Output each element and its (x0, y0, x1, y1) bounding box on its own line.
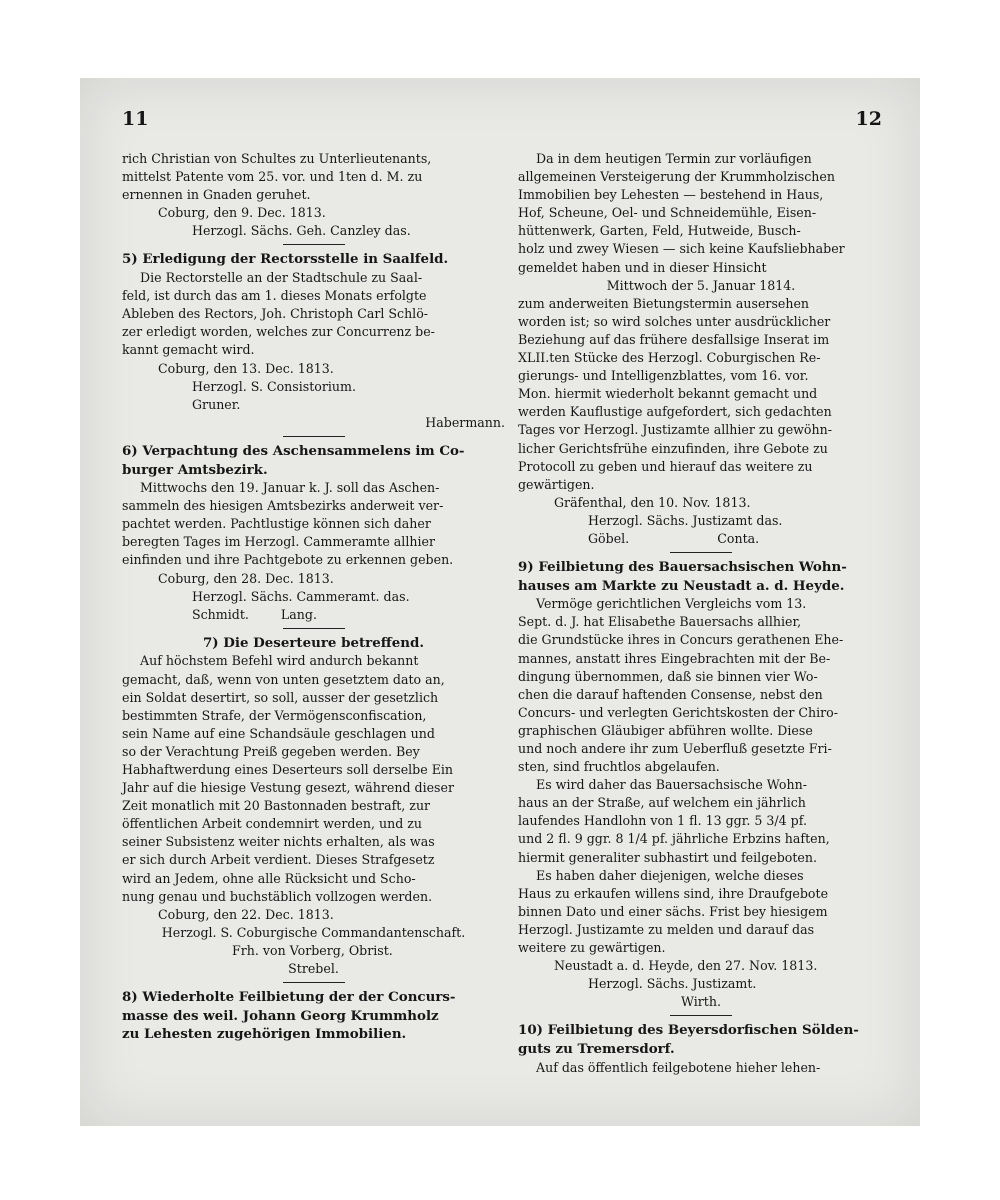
text-line: Ableben des Rectors, Joh. Christoph Carl Schlö- (122, 306, 429, 322)
signer-line: Gruner. (192, 396, 241, 412)
text-line: sten, sind fruchtlos abgelaufen. (518, 759, 720, 775)
date-line: Gräfenthal, den 10. Nov. 1813. (554, 494, 751, 510)
authority-line: Herzogl. Sächs. Justizamt. (588, 976, 757, 992)
text-line: laufendes Handlohn von 1 fl. 13 ggr. 5 3/4 pf. (518, 813, 807, 829)
text-line: gierungs- und Intelligenzblattes, vom 16. vor. (518, 368, 809, 384)
section-divider (670, 1015, 732, 1016)
date-highlight: Mittwoch der 5. Januar 1814. (606, 277, 796, 293)
notice-title: hauses am Markte zu Neustadt a. d. Heyde. (518, 577, 845, 594)
text-line: und 2 fl. 9 ggr. 8 1/4 pf. jährliche Erbzins haften, (518, 831, 830, 847)
text-line: und noch andere ihr zum Ueberfluß gesetzte Fri- (518, 741, 832, 756)
text-line: Da in dem heutigen Termin zur vorläufigen (536, 151, 812, 166)
text-line: Auf höchstem Befehl wird andurch bekannt (140, 653, 419, 669)
authority-line: Herzogl. Sächs. Cammeramt. das. (192, 588, 410, 604)
text-line: gemeldet haben und in dieser Hinsicht (518, 259, 767, 275)
section-divider (283, 628, 345, 629)
text-line: er sich durch Arbeit verdient. Dieses Strafgesetz (122, 852, 435, 868)
text-line: feld, ist durch das am 1. dieses Monats erfolgte (122, 288, 427, 304)
text-line: Concurs- und verlegten Gerichtskosten der Chiro- (518, 704, 839, 720)
text-line: mannes, anstatt ihres Eingebrachten mit der Be- (518, 650, 831, 666)
text-line: rich Christian von Schultes zu Unterlieutenants, (122, 151, 432, 166)
text-line: holz und zwey Wiesen — sich keine Kaufsliebhaber (518, 241, 845, 257)
text-line: allgemeinen Versteigerung der Krummholzischen (518, 169, 835, 185)
notice-10 (518, 1021, 884, 1076)
text-line: wird an Jedem, ohne alle Rücksicht und Scho- (122, 870, 416, 886)
text-line: gemacht, daß, wenn von unten gesetztem dato an, (122, 671, 445, 687)
text-line: kannt gemacht wird. (122, 342, 255, 358)
text-line: XLII.ten Stücke des Herzogl. Coburgischen Re- (518, 350, 821, 366)
authority-line: Herzogl. Sächs. Geh. Canzley das. (192, 223, 411, 239)
notice-title: masse des weil. Johann Georg Krummholz (122, 1007, 439, 1024)
text-line: zer erledigt worden, welches zur Concurrenz be- (122, 324, 435, 340)
text-line: dingung übernommen, daß sie binnen vier Wo- (518, 668, 818, 684)
text-line: Zeit monatlich mit 20 Bastonnaden bestraft, zur (122, 798, 431, 814)
text-line: Beziehung auf das frühere desfallsige Inserat im (518, 331, 830, 347)
section-divider (283, 436, 345, 437)
text-line: Habhaftwerdung eines Deserteurs soll derselbe Ein (122, 762, 454, 777)
notice-title: zu Lehesten zugehörigen Immobilien. (122, 1026, 407, 1043)
signer-line: Strebel. (288, 961, 339, 977)
authority-line: Herzogl. S. Coburgische Commandantenschaft. (161, 924, 466, 940)
text-line: einfinden und ihre Pachtgebote zu erkennen geben. (122, 552, 454, 568)
text-line: hüttenwerk, Garten, Feld, Hutweide, Busch- (518, 223, 801, 239)
text-line: beregten Tages im Herzogl. Cammeramte allhier (122, 534, 435, 550)
page-number-left: 11 (122, 108, 149, 130)
notice-title: 7) Die Deserteure betreffend. (202, 634, 425, 651)
date-line: Coburg, den 28. Dec. 1813. (158, 570, 334, 586)
notice-title: 6) Verpachtung des Aschensammelens im Co- (122, 442, 465, 459)
signer-line: Schmidt. Lang. (192, 606, 317, 622)
text-line: graphischen Gläubiger abführen wollte. Diese (518, 722, 813, 738)
text-line: Es haben daher diejenigen, welche dieses (536, 867, 804, 883)
text-line: Haus zu erkaufen willens sind, ihre Draufgebote (518, 885, 829, 901)
text-line: mittelst Patente vom 25. vor. und 1ten d. M. zu (122, 169, 423, 185)
newspaper-page (80, 78, 920, 1126)
notice-8-continued (518, 150, 884, 548)
text-line: binnen Dato und einer sächs. Frist bey hiesigem (518, 903, 828, 919)
text-line: seiner Subsistenz weiter nichts erhalten, als was (122, 834, 435, 850)
text-line: Jahr auf die hiesige Vestung gesezt, während dieser (122, 780, 454, 796)
text-line: so der Verachtung Preiß gegeben werden. Bey (122, 743, 420, 759)
text-line: bestimmten Strafe, der Vermögensconfiscation, (122, 707, 427, 723)
right-column (518, 150, 884, 1077)
left-column (122, 150, 505, 1044)
text-line: Vermöge gerichtlichen Vergleichs vom 13. (536, 596, 807, 612)
text-line: gewärtigen. (518, 476, 595, 492)
text-line: haus an der Straße, auf welchem ein jährlich (518, 795, 806, 811)
text-line: worden ist; so wird solches unter ausdrücklicher (518, 313, 831, 329)
page-number-right: 12 (855, 108, 882, 130)
notice-title: 8) Wiederholte Feilbietung der der Concurs- (122, 989, 456, 1006)
date-line: Neustadt a. d. Heyde, den 27. Nov. 1813. (554, 958, 818, 974)
signer-line: Göbel. Conta. (588, 530, 760, 546)
text-line: ernennen in Gnaden geruhet. (122, 187, 311, 203)
date-line: Coburg, den 9. Dec. 1813. (158, 205, 326, 221)
date-line: Coburg, den 22. Dec. 1813. (158, 906, 334, 922)
text-line: werden Kauflustige aufgefordert, sich gedachten (518, 404, 832, 420)
notice-9 (518, 558, 884, 1011)
text-line: öffentlichen Arbeit condemnirt werden, und zu (122, 816, 423, 832)
text-line: Protocoll zu geben und hierauf das weitere zu (518, 458, 813, 474)
text-line: weitere zu gewärtigen. (518, 940, 666, 956)
text-line: Es wird daher das Bauersachsische Wohn- (536, 777, 807, 793)
text-line: Mittwochs den 19. Januar k. J. soll das Aschen- (140, 480, 440, 496)
text-line: sammeln des hiesigen Amtsbezirks anderweit ver- (122, 498, 444, 514)
text-line: Hof, Scheune, Oel- und Schneidemühle, Eisen- (518, 205, 817, 221)
text-line: Tages vor Herzogl. Justizamte allhier zu gewöhn- (518, 422, 832, 438)
text-line: pachtet werden. Pachtlustige können sich daher (122, 516, 431, 532)
date-line: Coburg, den 13. Dec. 1813. (158, 360, 334, 376)
text-line: sein Name auf eine Schandsäule geschlagen und (122, 725, 435, 741)
text-line: ein Soldat desertirt, so soll, ausser der gesetzlich (122, 689, 439, 705)
notice-title: 9) Feilbietung des Bauersachsischen Wohn- (518, 559, 847, 576)
text-line: chen die darauf haftenden Consense, nebst den (518, 686, 823, 702)
section-divider (670, 552, 732, 553)
text-line: Immobilien bey Lehesten — bestehend in Haus, (518, 187, 824, 203)
authority-line: Herzogl. Sächs. Justizamt das. (588, 512, 783, 528)
notice-5 (122, 250, 505, 431)
text-line: nung genau und buchstäblich vollzogen werden. (122, 888, 433, 904)
signer-line: Habermann. (425, 414, 505, 430)
text-line: licher Gerichtsfrühe einzufinden, ihre Gebote zu (518, 440, 828, 456)
notice-7 (122, 634, 505, 978)
section-divider (283, 244, 345, 245)
notice-title: guts zu Tremersdorf. (518, 1041, 675, 1057)
notice-title: 10) Feilbietung des Beyersdorfischen Sölden- (518, 1022, 859, 1039)
notice-title: 5) Erledigung der Rectorsstelle in Saalfeld. (122, 251, 449, 268)
text-line: hiermit generaliter subhastirt und feilgeboten. (518, 849, 817, 865)
signer-line: Frh. von Vorberg, Obrist. (232, 942, 393, 958)
section-divider (283, 982, 345, 983)
notice-6 (122, 442, 505, 624)
text-line: Die Rectorstelle an der Stadtschule zu Saal- (140, 270, 423, 286)
text-line: zum anderweiten Bietungstermin ausersehen (518, 295, 810, 311)
signer-line: Wirth. (681, 994, 721, 1010)
text-line: Sept. d. J. hat Elisabethe Bauersachs allhier, (518, 614, 802, 630)
text-line: Auf das öffentlich feilgebotene hieher lehen- (536, 1059, 821, 1075)
notice-8-title (122, 988, 505, 1044)
notice-title: burger Amtsbezirk. (122, 461, 268, 478)
text-line: die Grundstücke ihres in Concurs gerathenen Ehe- (518, 632, 844, 648)
text-line: Herzogl. Justizamte zu melden und darauf das (518, 921, 815, 937)
text-line: Mon. hiermit wiederholt bekannt gemacht und (518, 386, 818, 402)
intro-notice (122, 150, 505, 240)
authority-line: Herzogl. S. Consistorium. (192, 378, 356, 394)
